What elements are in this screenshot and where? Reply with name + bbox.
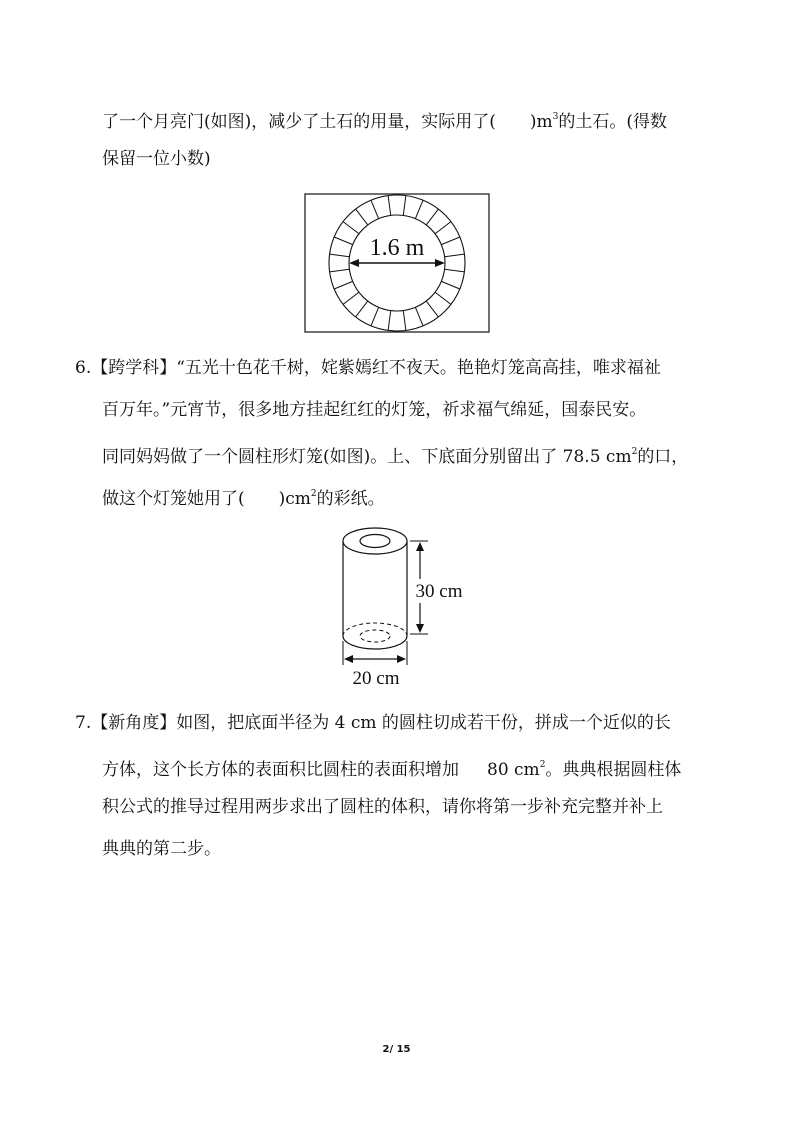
width-label: 20 cm	[352, 668, 400, 689]
moon-gate-figure	[304, 193, 490, 333]
q7-line-3: 积公式的推导过程用两步求出了圆柱的体积，请你将第一步补充完整并补上	[102, 797, 663, 817]
lantern-cylinder-figure	[336, 523, 472, 691]
q6-line-4: 做这个灯笼她用了( )$cm^2$的彩纸。	[102, 489, 385, 509]
q6-line-2: 百万年。”元宵节，很多地方挂起红红的灯笼，祈求福气绵延，国泰民安。	[102, 400, 647, 420]
q5-line-2: 保留一位小数)	[102, 149, 211, 169]
q5-line-1: 了一个月亮门(如图)，减少了土石的用量，实际用了( )$m^3$的土石。(得数	[102, 112, 668, 132]
q6-line-1: 6.【跨学科】“五光十色花千树，姹紫嫣红不夜天。艳艳灯笼高高挂，唯求福祉	[75, 358, 661, 378]
q7-line-2: 方体，这个长方体的表面积比圆柱的表面积增加 80 $cm^2$。典典根据圆柱体	[102, 760, 682, 780]
height-label: 30 cm	[415, 581, 463, 602]
q7-line-1: 7.【新角度】如图，把底面半径为 4 cm 的圆柱切成若干份，拼成一个近似的长	[75, 713, 671, 733]
q7-line-4: 典典的第二步。	[102, 839, 221, 859]
page-number: 2/ 15	[382, 1044, 411, 1055]
diameter-label: 1.6 m	[369, 235, 425, 261]
q6-line-3: 同同妈妈做了一个圆柱形灯笼(如图)。上、下底面分别留出了 78.5 $cm^2$的口，	[102, 447, 689, 467]
